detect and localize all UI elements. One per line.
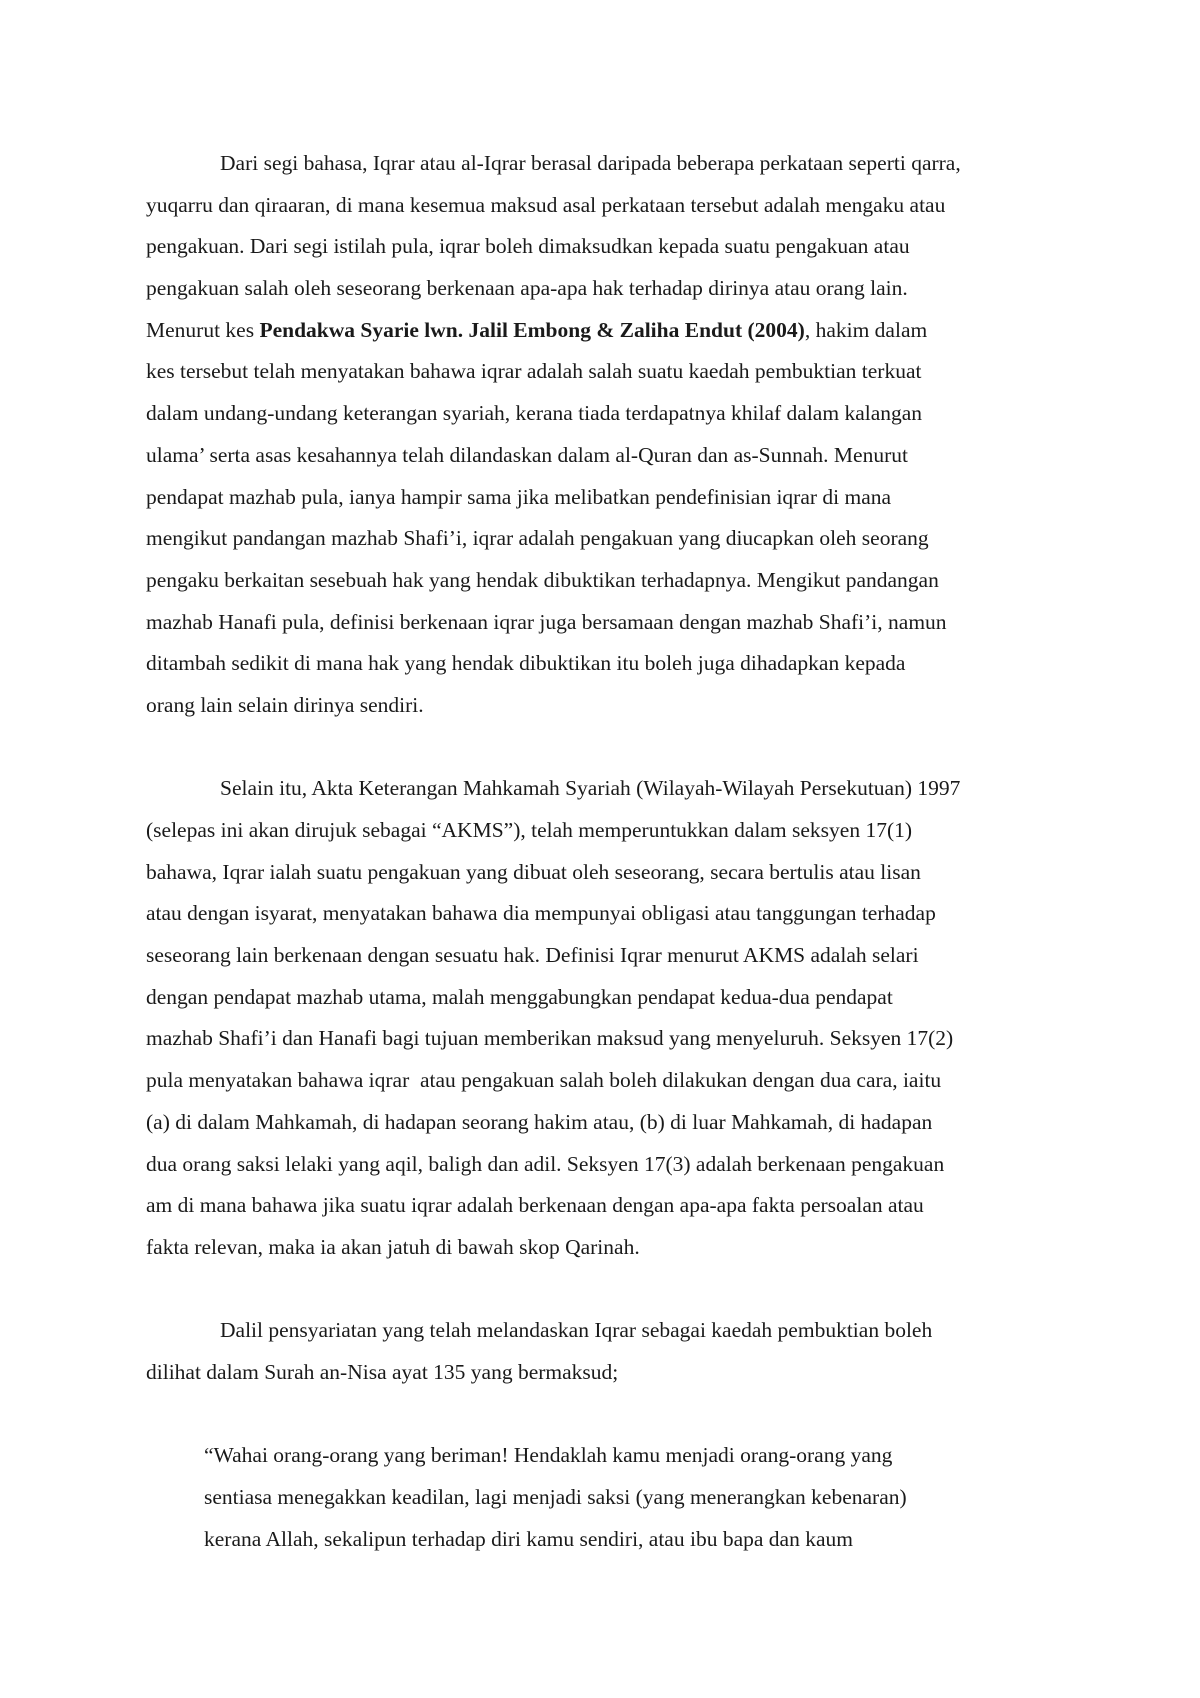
text-run: , hakim dalam [804,317,928,342]
text-line: yuqarru dan qiraaran, di mana kesemua maksud asal perkataan tersebut adalah mengaku atau [146,192,946,217]
quote-line: “Wahai orang-orang yang beriman! Hendaklah kamu menjadi orang-orang yang [204,1443,893,1468]
paragraph-spacer [146,1394,1066,1436]
paragraph-akms-section-17 [146,768,1066,1268]
text-run: Menurut kes [146,317,260,342]
text-line: Dari segi bahasa, Iqrar atau al-Iqrar berasal daripada beberapa perkataan seperti qarra, [220,151,961,175]
text-line: pendapat mazhab pula, ianya hampir sama jika melibatkan pendefinisian iqrar di mana [146,484,892,509]
block-quote-surah-an-nisa [146,1435,1066,1560]
case-name: Pendakwa Syarie lwn. Jalil Embong & Zaliha Endut (2004) [259,317,805,342]
text-line: ditambah sedikit di mana hak yang hendak dibuktikan itu boleh juga dihadapkan kepada [146,651,906,676]
text-line: Dalil pensyariatan yang telah melandaskan Iqrar sebagai kaedah pembuktian boleh [220,1318,933,1343]
text-line: seseorang lain berkenaan dengan sesuatu hak. Definisi Iqrar menurut AKMS adalah selari [146,943,919,968]
text-line: pengakuan salah oleh seseorang berkenaan apa-apa hak terhadap dirinya atau orang lain. [146,276,908,301]
paragraph-spacer [146,727,1066,769]
quote-line: sentiasa menegakkan keadilan, lagi menjadi saksi (yang menerangkan kebenaran) [204,1485,907,1509]
text-line: fakta relevan, maka ia akan jatuh di bawah skop Qarinah. [146,1234,640,1259]
text-line: dengan pendapat mazhab utama, malah menggabungkan pendapat kedua-dua pendapat [146,984,893,1009]
paragraph-spacer [146,1269,1066,1311]
text-line: dalam undang-undang keterangan syariah, kerana tiada terdapatnya khilaf dalam kalangan [146,401,923,426]
text-line: Selain itu, Akta Keterangan Mahkamah Syariah (Wilayah-Wilayah Persekutuan) 1997 [220,776,961,801]
text-line: (a) di dalam Mahkamah, di hadapan seorang hakim atau, (b) di luar Mahkamah, di hadapan [146,1109,933,1134]
text-line: atau dengan isyarat, menyatakan bahawa dia mempunyai obligasi atau tanggungan terhadap [146,901,936,926]
text-line: pengakuan. Dari segi istilah pula, iqrar boleh dimaksudkan kepada suatu pengakuan atau [146,234,910,259]
text-line-case-reference [146,310,1066,352]
text-line: bahawa, Iqrar ialah suatu pengakuan yang dibuat oleh seseorang, secara bertulis atau lisan [146,859,921,884]
text-line: dua orang saksi lelaki yang aqil, baligh dan adil. Seksyen 17(3) adalah berkenaan pengakuan [146,1151,945,1176]
text-line: kes tersebut telah menyatakan bahawa iqrar adalah salah suatu kaedah pembuktian terkuat [146,359,922,384]
text-line: am di mana bahawa jika suatu iqrar adalah berkenaan dengan apa-apa fakta persoalan atau [146,1193,924,1218]
text-line: pula menyatakan bahawa iqrar atau pengakuan salah boleh dilakukan dengan dua cara, iaitu [146,1068,942,1093]
text-line: mazhab Shafi’i dan Hanafi bagi tujuan memberikan maksud yang menyeluruh. Seksyen 17(2) [146,1026,954,1051]
paragraph-dalil [146,1310,1066,1393]
text-line: ulama’ serta asas kesahannya telah dilandaskan dalam al-Quran dan as-Sunnah. Menurut [146,442,908,467]
text-line: (selepas ini akan dirujuk sebagai “AKMS”), telah memperuntukkan dalam seksyen 17(1) [146,818,913,842]
text-line: mengikut pandangan mazhab Shafi’i, iqrar adalah pengakuan yang diucapkan oleh seorang [146,526,929,551]
text-line: orang lain selain dirinya sendiri. [146,692,424,717]
text-line: pengaku berkaitan sesebuah hak yang hendak dibuktikan terhadapnya. Mengikut pandangan [146,567,939,592]
text-line: dilihat dalam Surah an-Nisa ayat 135 yang bermaksud; [146,1359,619,1384]
text-line: mazhab Hanafi pula, definisi berkenaan iqrar juga bersamaan dengan mazhab Shafi’i, namun [146,609,947,634]
quote-line: kerana Allah, sekalipun terhadap diri kamu sendiri, atau ibu bapa dan kaum [204,1526,853,1551]
paragraph-iqrar-definition [146,143,1066,727]
document-body [146,143,1066,1560]
